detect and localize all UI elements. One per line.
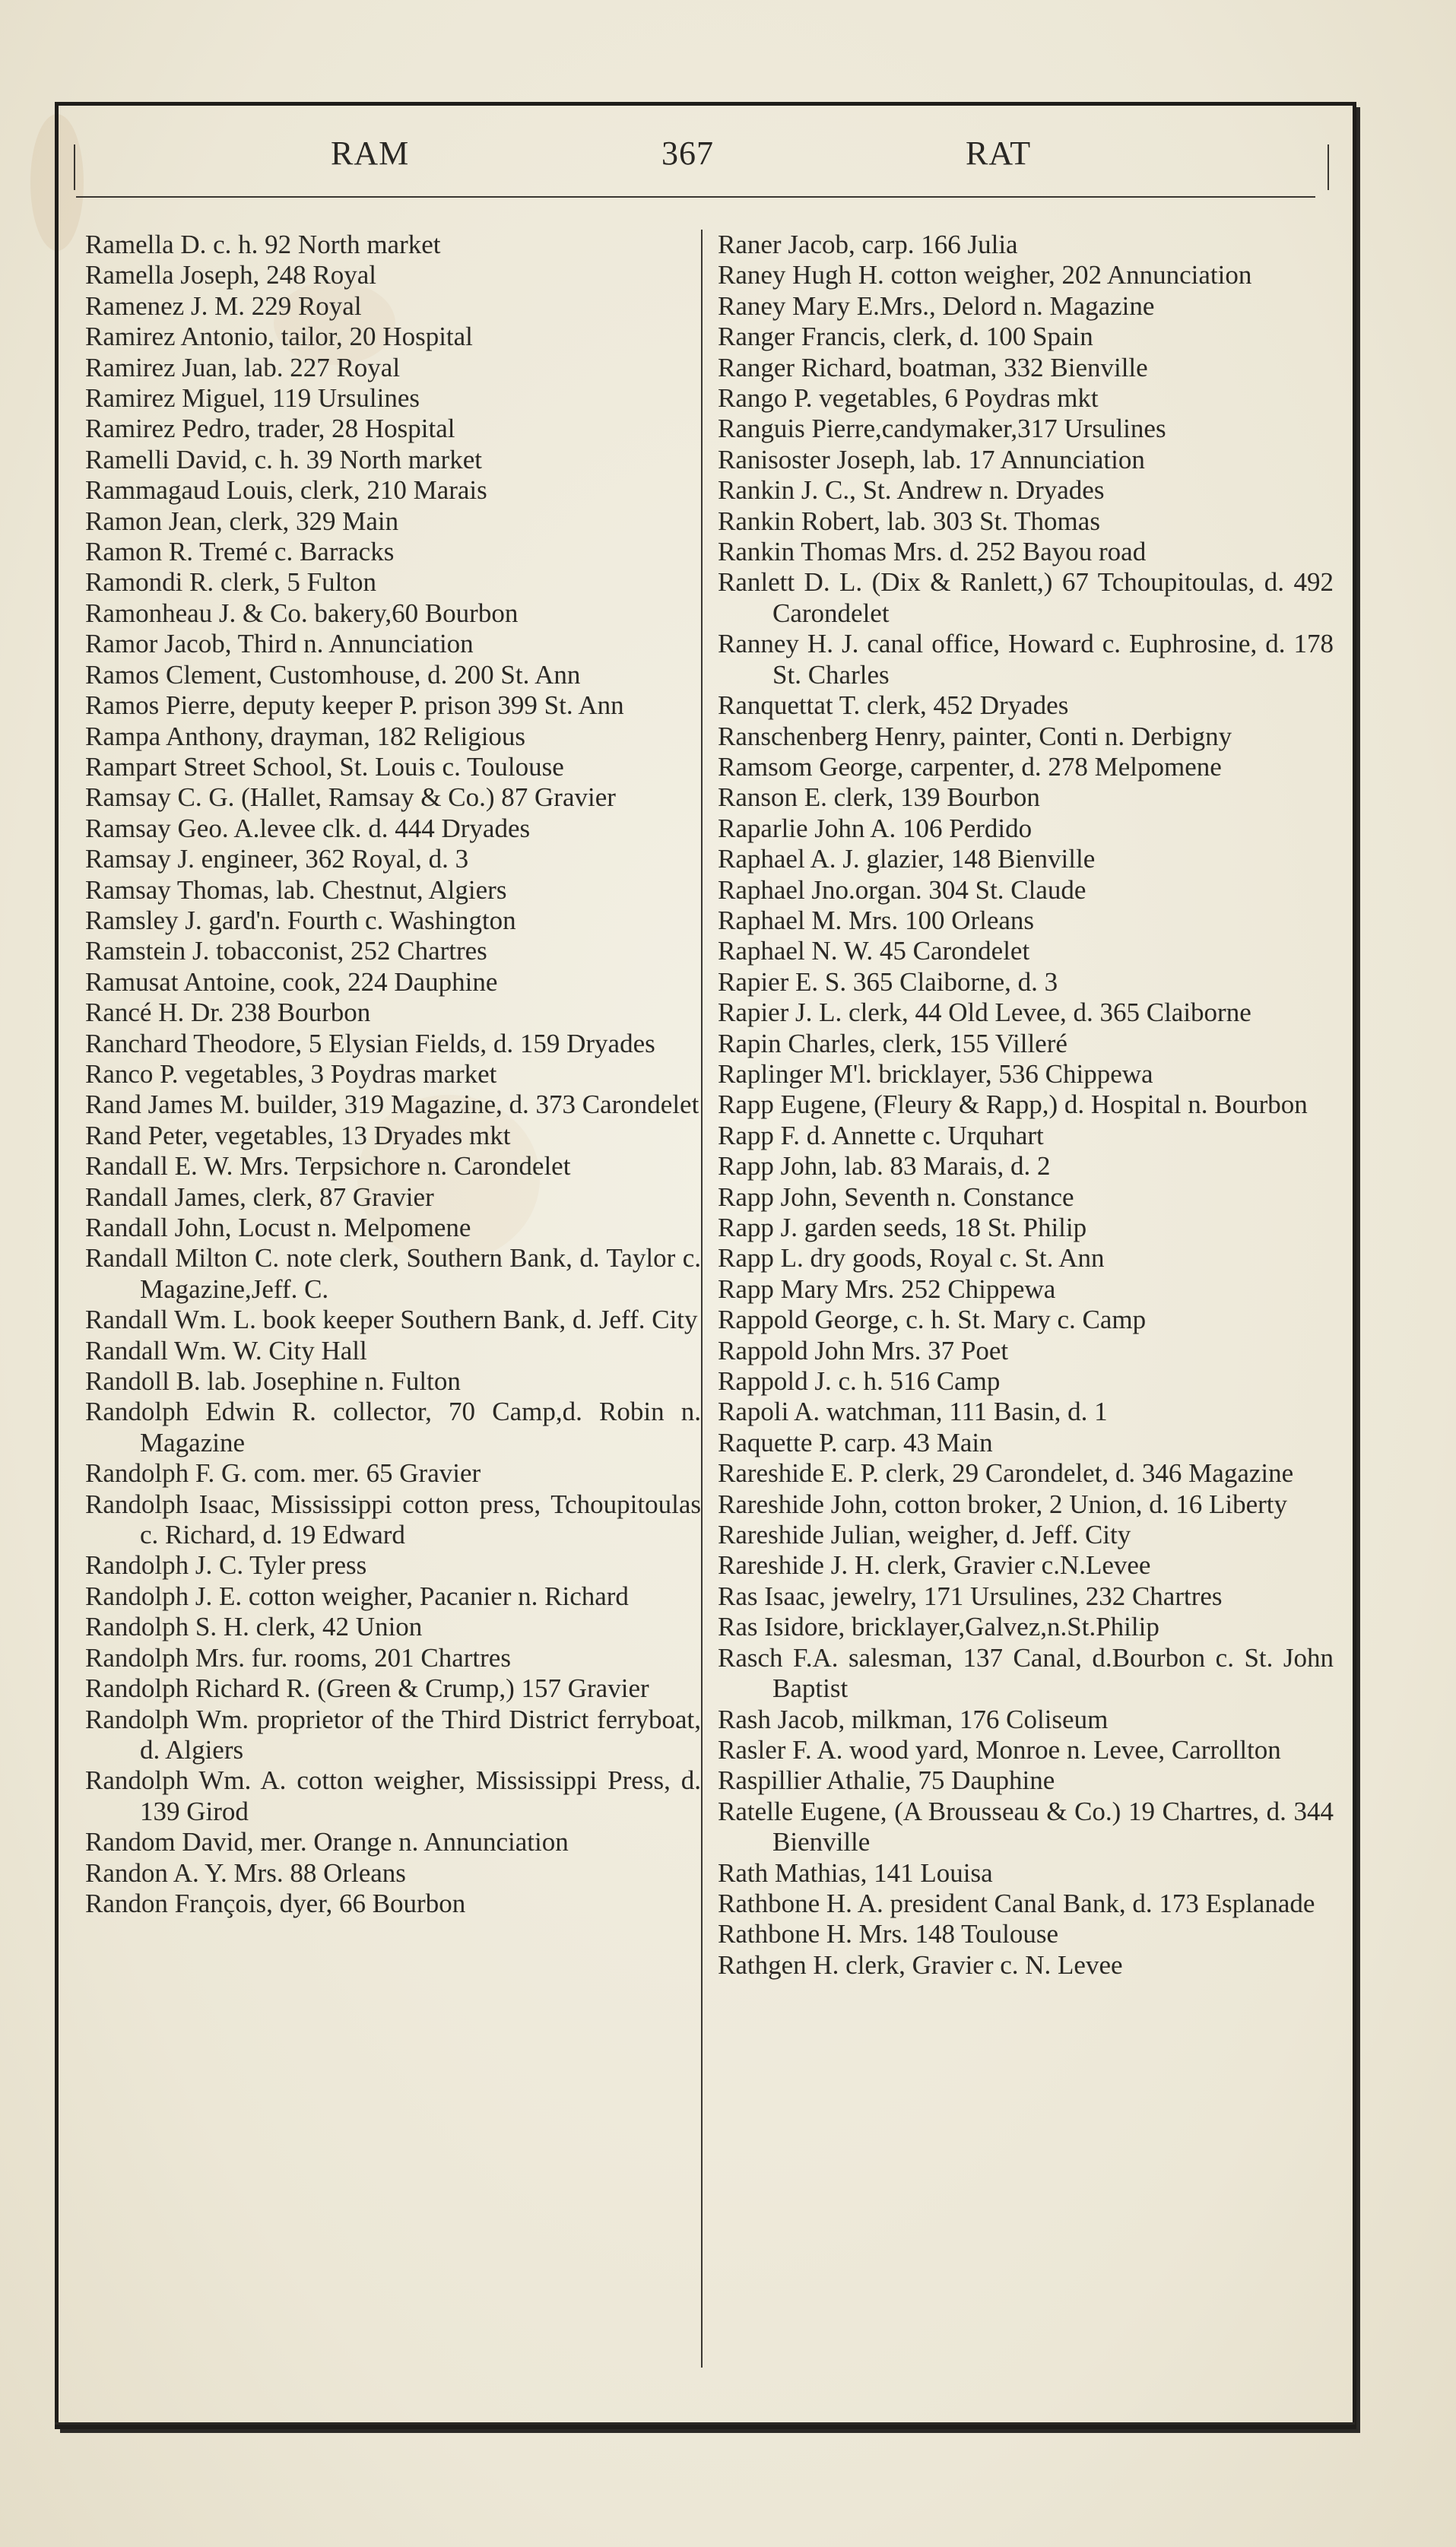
directory-entry: Ramondi R. clerk, 5 Fulton <box>85 567 377 598</box>
directory-entry: Rareshide Julian, weigher, d. Jeff. City <box>718 1520 1131 1550</box>
directory-entry: Rapp F. d. Annette c. Urquhart <box>718 1120 1044 1150</box>
directory-entry: Rapp L. dry goods, Royal c. St. Ann <box>718 1243 1105 1274</box>
directory-entry: Ras Isaac, jewelry, 171 Ursulines, 232 Chartres <box>718 1581 1223 1611</box>
directory-entry: Ranlett D. L. (Dix & Ranlett,) 67 Tchoupitoulas, d. 492 Carondelet <box>718 567 1334 628</box>
directory-entry: Ranney H. J. canal office, Howard c. Euphrosine, d. 178 St. Charles <box>718 629 1334 690</box>
directory-entry: Ramsley J. gard'n. Fourth c. Washington <box>85 905 516 935</box>
directory-entry: Rapp Eugene, (Fleury & Rapp,) d. Hospital n. Bourbon <box>718 1090 1308 1120</box>
directory-entry: Ramella D. c. h. 92 North market <box>85 230 441 259</box>
directory-entry: Rampart Street School, St. Louis c. Toulouse <box>85 751 564 782</box>
directory-entry: Raparlie John A. 106 Perdido <box>718 813 1033 843</box>
directory-entry: Ranquettat T. clerk, 452 Dryades <box>718 690 1069 721</box>
directory-entry: Rapier J. L. clerk, 44 Old Levee, d. 365 Claiborne <box>718 998 1251 1028</box>
directory-entry: Ramonheau J. & Co. bakery,60 Bourbon <box>85 598 519 628</box>
directory-entry: Ratelle Eugene, (A Brousseau & Co.) 19 Chartres, d. 344 Bienville <box>718 1796 1334 1857</box>
border-tick <box>1328 144 1329 190</box>
directory-entry: Randall Wm. W. City Hall <box>85 1335 367 1365</box>
directory-entry: Randolph Isaac, Mississippi cotton press, Tchoupitoulas c. Richard, d. 19 Edward <box>85 1489 701 1550</box>
directory-entry: Rand Peter, vegetables, 13 Dryades mkt <box>85 1120 511 1150</box>
directory-entry: Rathbone H. A. president Canal Bank, d. 173 Esplanade <box>718 1888 1315 1918</box>
directory-entry: Rareshide John, cotton broker, 2 Union, d. 16 Liberty <box>718 1489 1288 1519</box>
header-rule <box>76 196 1315 198</box>
left-column <box>85 230 701 1919</box>
directory-entry: Ranguis Pierre,candymaker,317 Ursulines <box>718 414 1166 444</box>
directory-entry: Rareshide J. H. clerk, Gravier c.N.Levee <box>718 1550 1151 1581</box>
directory-entry: Raner Jacob, carp. 166 Julia <box>718 230 1018 259</box>
directory-entry: Ramstein J. tobacconist, 252 Chartres <box>85 936 487 966</box>
directory-entry: Rareshide E. P. clerk, 29 Carondelet, d. 346 Magazine <box>718 1458 1294 1489</box>
directory-entry: Raney Hugh H. cotton weigher, 202 Annunciation <box>718 260 1252 290</box>
directory-entry: Raney Mary E.Mrs., Delord n. Magazine <box>718 290 1155 321</box>
directory-entry: Ranson E. clerk, 139 Bourbon <box>718 782 1040 813</box>
directory-entry: Rapier E. S. 365 Claiborne, d. 3 <box>718 966 1058 997</box>
directory-entry: Ramirez Antonio, tailor, 20 Hospital <box>85 322 473 352</box>
directory-entry: Randoll B. lab. Josephine n. Fulton <box>85 1366 461 1397</box>
directory-entry: Rasch F.A. salesman, 137 Canal, d.Bourbon c. St. John Baptist <box>718 1642 1334 1704</box>
directory-entry: Ramelli David, c. h. 39 North market <box>85 444 482 474</box>
directory-entry: Ramsom George, carpenter, d. 278 Melpomene <box>718 751 1222 782</box>
directory-entry: Rapp John, Seventh n. Constance <box>718 1182 1074 1212</box>
directory-entry: Rappold J. c. h. 516 Camp <box>718 1366 1001 1397</box>
directory-entry: Ranger Richard, boatman, 332 Bienville <box>718 352 1148 382</box>
directory-entry: Rapin Charles, clerk, 155 Villeré <box>718 1028 1067 1058</box>
directory-entry: Raspillier Athalie, 75 Dauphine <box>718 1765 1055 1796</box>
directory-entry: Ranco P. vegetables, 3 Poydras market <box>85 1058 497 1089</box>
directory-entry: Randolph Wm. proprietor of the Third District ferryboat, d. Algiers <box>85 1704 701 1765</box>
directory-entry: Rapp John, lab. 83 Marais, d. 2 <box>718 1151 1051 1182</box>
directory-entry: Rathbone H. Mrs. 148 Toulouse <box>718 1919 1058 1949</box>
directory-entry: Ras Isidore, bricklayer,Galvez,n.St.Philip <box>718 1612 1159 1642</box>
directory-entry: Randall Milton C. note clerk, Southern Bank, d. Taylor c. Magazine,Jeff. C. <box>85 1243 701 1304</box>
directory-entry: Rankin J. C., St. Andrew n. Dryades <box>718 475 1105 506</box>
directory-entry: Raphael A. J. glazier, 148 Bienville <box>718 844 1096 874</box>
directory-entry: Randolph F. G. com. mer. 65 Gravier <box>85 1458 481 1489</box>
directory-entry: Ramos Pierre, deputy keeper P. prison 399 St. Ann <box>85 690 624 721</box>
page-header <box>76 128 1331 196</box>
page-number: 367 <box>661 135 714 172</box>
directory-entry: Ramella Joseph, 248 Royal <box>85 260 377 290</box>
footer-rule <box>55 2422 1355 2425</box>
directory-entry: Rand James M. builder, 319 Magazine, d. 373 Carondelet <box>85 1090 699 1120</box>
directory-entry: Randon A. Y. Mrs. 88 Orleans <box>85 1857 406 1888</box>
directory-entry: Ramor Jacob, Third n. Annunciation <box>85 629 474 659</box>
directory-entry: Rammagaud Louis, clerk, 210 Marais <box>85 475 487 506</box>
directory-entry: Randall John, Locust n. Melpomene <box>85 1213 471 1242</box>
directory-entry: Ramsay Thomas, lab. Chestnut, Algiers <box>85 874 507 905</box>
directory-entry: Ranger Francis, clerk, d. 100 Spain <box>718 322 1093 352</box>
directory-entry: Rash Jacob, milkman, 176 Coliseum <box>718 1704 1109 1734</box>
directory-entry: Randall Wm. L. book keeper Southern Bank, d. Jeff. City <box>85 1305 698 1335</box>
directory-entry: Ramon R. Tremé c. Barracks <box>85 537 395 567</box>
directory-entry: Ramenez J. M. 229 Royal <box>85 290 362 321</box>
directory-entry: Rapp J. garden seeds, 18 St. Philip <box>718 1213 1087 1242</box>
directory-entry: Rapp Mary Mrs. 252 Chippewa <box>718 1274 1056 1304</box>
directory-entry: Ramirez Miguel, 119 Ursulines <box>85 383 420 414</box>
directory-entry: Raplinger M'l. bricklayer, 536 Chippewa <box>718 1058 1153 1089</box>
right-column <box>718 230 1334 1981</box>
directory-entry: Rathgen H. clerk, Gravier c. N. Levee <box>718 1949 1123 1980</box>
directory-entry: Ramusat Antoine, cook, 224 Dauphine <box>85 966 498 997</box>
directory-entry: Rath Mathias, 141 Louisa <box>718 1857 993 1888</box>
directory-entry: Rankin Thomas Mrs. d. 252 Bayou road <box>718 537 1147 567</box>
directory-entry: Ranschenberg Henry, painter, Conti n. Derbigny <box>718 721 1232 751</box>
directory-entry: Rasler F. A. wood yard, Monroe n. Levee, Carrollton <box>718 1734 1281 1765</box>
directory-entry: Random David, mer. Orange n. Annunciation <box>85 1827 569 1857</box>
directory-entry: Randon François, dyer, 66 Bourbon <box>85 1888 466 1918</box>
directory-entry: Ranchard Theodore, 5 Elysian Fields, d. 159 Dryades <box>85 1028 655 1058</box>
directory-entry: Rampa Anthony, drayman, 182 Religious <box>85 721 526 751</box>
directory-entry: Ramsay C. G. (Hallet, Ramsay & Co.) 87 Gravier <box>85 782 616 813</box>
directory-entry: Ramos Clement, Customhouse, d. 200 St. Ann <box>85 659 581 690</box>
directory-entry: Ramirez Pedro, trader, 28 Hospital <box>85 414 455 444</box>
directory-entry: Randolph Richard R. (Green & Crump,) 157 Gravier <box>85 1673 649 1704</box>
directory-entry: Randolph Wm. A. cotton weigher, Mississippi Press, d. 139 Girod <box>85 1765 701 1826</box>
column-divider <box>701 230 703 2368</box>
directory-entry: Randall E. W. Mrs. Terpsichore n. Carondelet <box>85 1151 571 1182</box>
directory-entry: Rapoli A. watchman, 111 Basin, d. 1 <box>718 1397 1108 1427</box>
directory-entry: Raphael Jno.organ. 304 St. Claude <box>718 874 1086 905</box>
directory-entry: Raphael M. Mrs. 100 Orleans <box>718 905 1035 935</box>
directory-entry: Rango P. vegetables, 6 Poydras mkt <box>718 383 1099 414</box>
directory-entry: Raphael N. W. 45 Carondelet <box>718 936 1030 966</box>
directory-entry: Randolph Mrs. fur. rooms, 201 Chartres <box>85 1642 511 1673</box>
directory-entry: Randolph Edwin R. collector, 70 Camp,d. Robin n. Magazine <box>85 1397 701 1457</box>
directory-entry: Ranisoster Joseph, lab. 17 Annunciation <box>718 444 1145 474</box>
directory-entry: Randolph J. E. cotton weigher, Pacanier n. Richard <box>85 1581 629 1611</box>
directory-entry: Ramon Jean, clerk, 329 Main <box>85 506 399 536</box>
header-left-guide-word: RAM <box>331 135 410 172</box>
directory-entry: Raquette P. carp. 43 Main <box>718 1427 993 1457</box>
directory-entry: Ramirez Juan, lab. 227 Royal <box>85 352 401 382</box>
directory-entry: Rankin Robert, lab. 303 St. Thomas <box>718 506 1100 536</box>
directory-entry: Rappold John Mrs. 37 Poet <box>718 1335 1009 1365</box>
directory-entry: Rancé H. Dr. 238 Bourbon <box>85 998 371 1028</box>
directory-entry: Randolph S. H. clerk, 42 Union <box>85 1612 423 1642</box>
directory-entry: Ramsay Geo. A.levee clk. d. 444 Dryades <box>85 813 531 843</box>
directory-entry: Randall James, clerk, 87 Gravier <box>85 1182 434 1212</box>
header-right-guide-word: RAT <box>966 135 1032 172</box>
directory-entry: Ramsay J. engineer, 362 Royal, d. 3 <box>85 844 469 874</box>
directory-entry: Rappold George, c. h. St. Mary c. Camp <box>718 1305 1147 1335</box>
directory-entry: Randolph J. C. Tyler press <box>85 1550 367 1581</box>
border-tick <box>74 144 75 190</box>
